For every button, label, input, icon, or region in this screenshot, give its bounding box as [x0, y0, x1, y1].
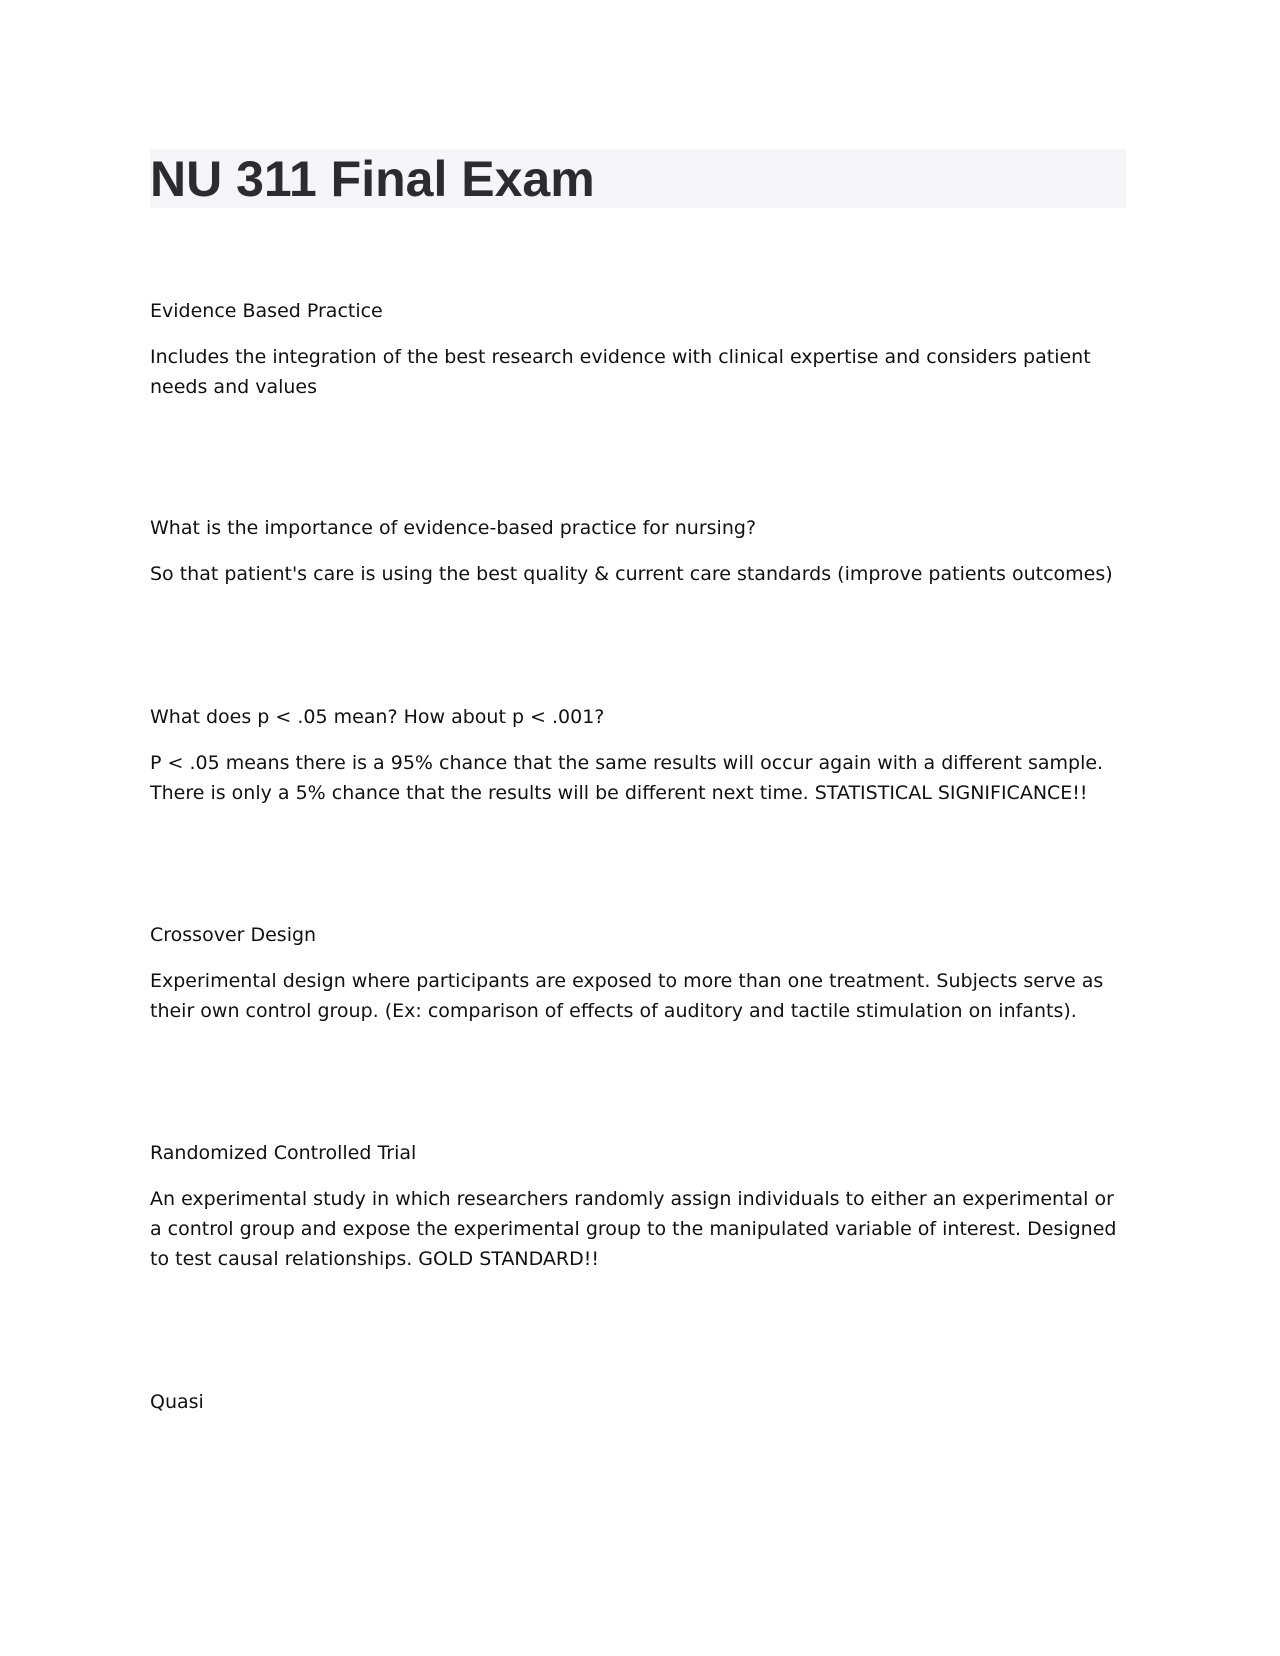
card-term: Crossover Design [150, 924, 317, 946]
card-term: Evidence Based Practice [150, 300, 383, 322]
card-definition: An experimental study in which researchers randomly assign individuals to either an experimental or a control group and expose the experimental group to the manipulated variable of interest. Designed to test causal relationships. GOLD STANDARD!! [150, 1188, 1117, 1270]
page-title: NU 311 Final Exam [150, 151, 595, 207]
card-quasi [150, 1387, 1126, 1417]
card-randomized-controlled-trial [150, 1138, 1126, 1274]
card-evidence-based-practice [150, 296, 1126, 402]
card-definition: Experimental design where participants are exposed to more than one treatment. Subjects serve as their own control group. (Ex: comparison of effects of auditory and tactile stimulation on infants). [150, 970, 1104, 1022]
card-term: What is the importance of evidence-based practice for nursing? [150, 517, 757, 539]
card-definition: P < .05 means there is a 95% chance that the same results will occur again with a different sample. There is only a 5% chance that the results will be different next time. STATISTICAL SIGNIFICANCE!! [150, 752, 1104, 804]
card-term: What does p < .05 mean? How about p < .001? [150, 706, 605, 728]
document-page [150, 0, 1126, 1656]
card-term: Quasi [150, 1391, 204, 1413]
card-crossover-design [150, 920, 1126, 1026]
card-p-value [150, 702, 1126, 808]
card-definition: Includes the integration of the best research evidence with clinical expertise and considers patient needs and values [150, 346, 1091, 398]
card-definition: So that patient's care is using the best quality & current care standards (improve patients outcomes) [150, 563, 1113, 585]
card-importance-of-ebp [150, 513, 1126, 589]
card-term: Randomized Controlled Trial [150, 1142, 417, 1164]
